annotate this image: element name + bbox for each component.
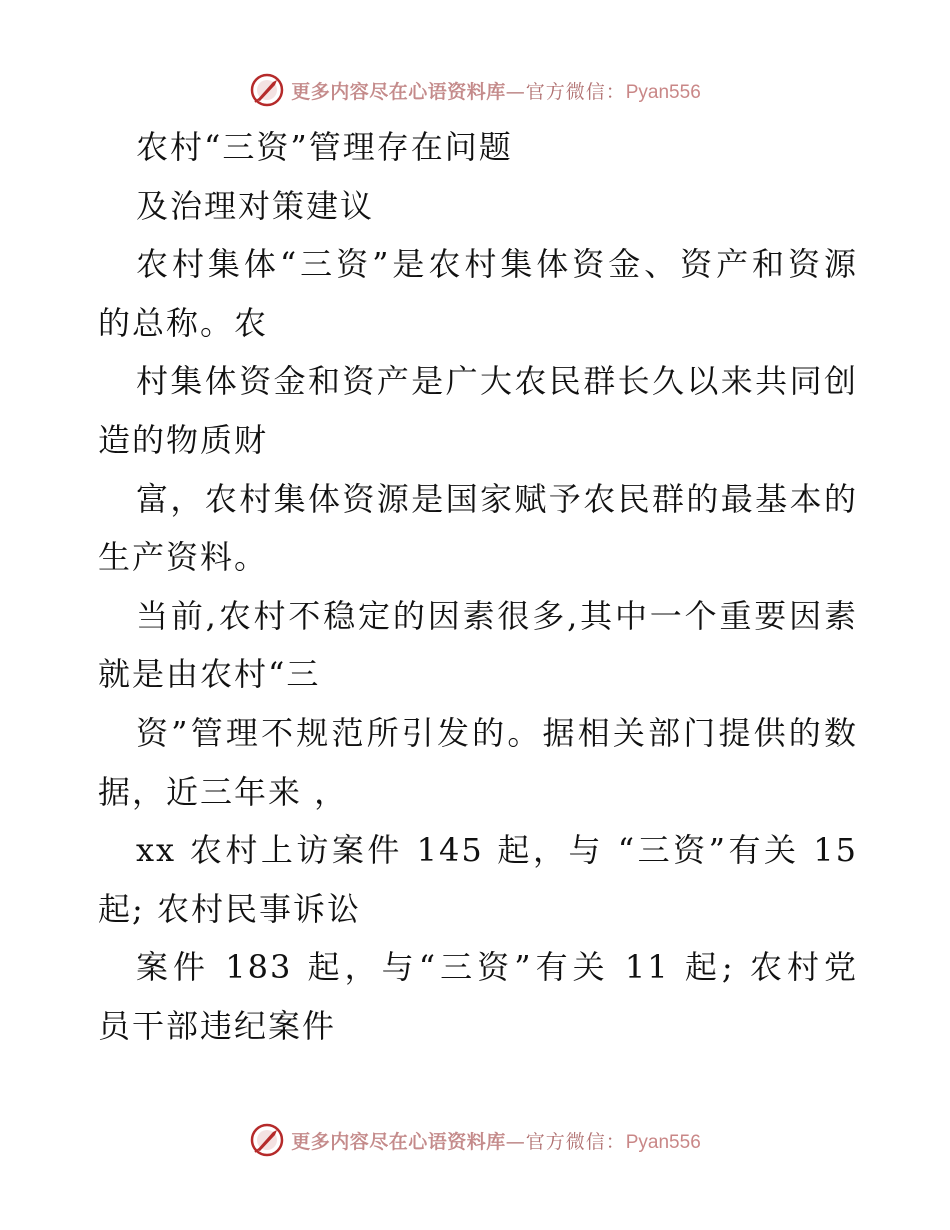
header-banner-text [291,77,701,104]
paragraph-line: 案件 183 起，与“三资”有关 11 起; 农村党 [136,948,858,987]
footer-banner-id: Pyan556 [625,1131,701,1153]
header-banner-id: Pyan556 [625,81,701,103]
quill-pen-logo-icon [249,1122,285,1158]
paragraph-line: 造的物质财 [98,420,269,459]
title-line-1: 农村“三资”管理存在问题 [136,128,513,166]
footer-watermark-banner [0,1120,950,1160]
paragraph-line: xx 农村上访案件 145 起，与 “三资”有关 15 [136,831,858,870]
quill-pen-logo-icon [249,72,285,108]
paragraph-line: 农村集体“三资”是农村集体资金、资产和资源 [136,245,858,284]
paragraph-line: 资”管理不规范所引发的。据相关部门提供的数 [136,713,858,752]
header-watermark-banner [0,70,950,110]
paragraph-line: 据，近三年来 ， [98,772,349,811]
paragraph-line: 村集体资金和资产是广大农民群长久以来共同创 [136,362,858,401]
paragraph-line: 生产资料。 [98,538,269,577]
document-body [98,118,858,1056]
title-line-2: 及治理对策建议 [136,186,375,225]
paragraph-line: 富，农村集体资源是国家赋予农民群的最基本的 [136,479,858,518]
paragraph-line: 当前,农村不稳定的因素很多,其中一个重要因素 [136,596,858,635]
footer-banner-brand: 更多内容尽在心语资料库 [291,1130,506,1153]
paragraph-line: 的总称。农 [98,303,269,342]
paragraph-line: 员干部违纪案件 [98,1006,337,1045]
footer-banner-official: —官方微信： [505,1130,626,1153]
paragraph-line: 就是由农村“三 [98,655,321,694]
header-banner-brand: 更多内容尽在心语资料库 [291,80,506,103]
paragraph-line: 起; 农村民事诉讼 [98,889,361,928]
header-banner-official: —官方微信： [505,80,626,103]
footer-banner-text [291,1127,701,1154]
